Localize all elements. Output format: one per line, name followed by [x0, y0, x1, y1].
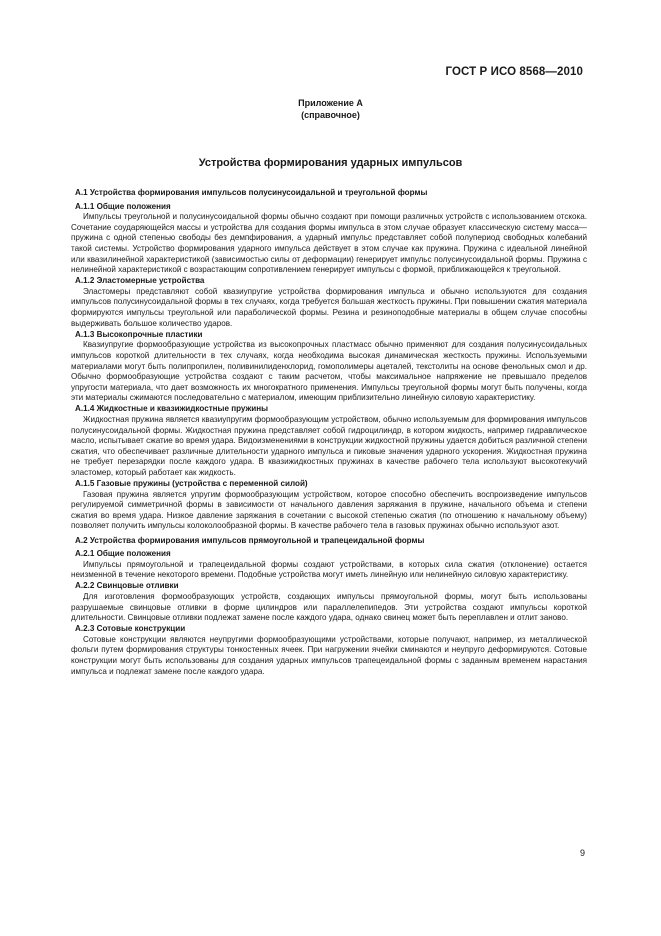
- section-a21-text: Импульсы прямоугольной и трапецеидальной формы создают устройствами, в которых сила сжатия (отклонение) остается неизменной в течение некоторого времени. Подобные устройства могут иметь линейную или нелинейную силовую характеристику.: [71, 559, 587, 580]
- section-a2-heading: А.2 Устройства формирования импульсов прямоугольной и трапецеидальной формы: [75, 535, 425, 545]
- section-a12-text: Эластомеры представляют собой квазиупругие устройства формирования импульса и обычно используются для создания импульсов полусинусоидальной формы в тех случаях, когда требуется большая жесткость пружины. При повышении сжатия материала формируются импульсы треугольной или параболической формы. Резина и резиноподобные материалы в общем случае способны выдерживать большое количество ударов.: [71, 286, 587, 328]
- section-a15-heading: А.1.5 Газовые пружины (устройства с переменной силой): [75, 479, 308, 489]
- section-a1-heading: А.1 Устройства формирования импульсов полусинусоидальной и треугольной формы: [75, 188, 428, 197]
- page-title: Устройства формирования ударных импульсов: [198, 157, 463, 169]
- section-a11-heading: А.1.1 Общие положения: [75, 201, 171, 211]
- section-a21-heading: А.2.1 Общие положения: [75, 549, 171, 559]
- section-a23-text: Сотовые конструкции являются неупругими формообразующими устройствами, которые получают, например, из металлической фольги путем формирования структуры тонкостенных ячеек. При нагружении ячейки сминаются и неупруго деформируются. Сотовые конструкции могут быть использованы для создания ударных импульсов трапецеидальной формы с заданным временем нарастания импульса и подлежат замене после каждого удара.: [71, 634, 587, 676]
- section-a23-heading: А.2.3 Сотовые конструкции: [75, 624, 186, 634]
- document-body: [71, 188, 587, 678]
- page-number: 9: [579, 848, 585, 858]
- section-a15-text: Газовая пружина является упругим формообразующим устройством, которое способно обеспечить воспроизведение импульсов регулируемой симметричной формы в зависимости от начального давления заряжания в пружине, начального объема и степени сжатия во время удара. Низкое давление заряжания в сочетании с высокой степенью сжатия (по отношению к начальному объему) позволяет получить импульсы колоколообразной формы. В качестве рабочего тела в газовых пружинах обычно используют азот.: [71, 489, 587, 531]
- section-a12-heading: А.1.2 Эластомерные устройства: [75, 276, 205, 286]
- section-a13-text: Квазиупругие формообразующие устройства из высокопрочных пластмасс обычно применяют для создания полусинусоидальных импульсов короткой длительности в тех случаях, когда необходима высокая динамическая жесткость пружины. Используемыми материалами могут быть полипропилен, поливинилиденхлорид, гомополимеры ацеталей, текстолиты на основе фенольных смол и др. Обычно формообразующие устройства создают с таким расчетом, чтобы максимальное напряжение не превышало пределов упругости материала, что дает возможность их многократного применения. Импульсы треугольной формы могут быть получены, когда эти материалы сжимаются последовательно с материалом, имеющим приблизительно линейную силовую характеристику.: [71, 340, 587, 403]
- annex-title: Приложение А: [298, 98, 363, 108]
- annex-type: (справочное): [301, 110, 360, 120]
- section-a22-text: Для изготовления формообразующих устройств, создающих импульсы прямоугольной формы, могут быть использованы разрушаемые свинцовые отливки в форме цилиндров или параллелепипедов. Эти устройства создают импульсы короткой длительности. Свинцовые отливки подлежат замене после каждого удара, однако свинец может быть переплавлен и отлит заново.: [71, 591, 587, 623]
- section-a11-text: Импульсы треугольной и полусинусоидальной формы обычно создают при помощи различных устройств с использованием отскока. Сочетание соударяющейся массы и устройства для создания формы импульса в этом случае образует классическую систему масса—пружина с одной степенью свободы без демпфирования, а ударный импульс представляет собой полупериод свободных колебаний такой системы. Устройство формирования ударного импульса действует в этом случае как пружина. Пружина с идеальной линейной или квазилинейной характеристикой (зависимостью силы от деформации) генерирует импульс полусинусоидальной формы. Пружина с нелинейной характеристикой с возрастающим сопротивлением генерирует импульсы с формой, приближающейся к треугольной.: [71, 212, 587, 275]
- section-a22-heading: А.2.2 Свинцовые отливки: [75, 581, 179, 591]
- section-a14-text: Жидкостная пружина является квазиупругим формообразующим устройством, обычно используемым для формирования импульсов полусинусоидальной формы. Жидкостная пружина представляет собой гидроцилиндр, в котором жидкость, например гидравлическое масло, испытывает сжатие во время удара. Видоизменениями в конструкции жидкостной пружины удается добиться различной степени сжатия, что обеспечивает различные длительности ударного импульса и пиковые значения ударного ускорения. Жидкостная пружина не требует перезарядки после каждого удара. В квазижидкостных пружинах в качестве рабочего тела используют высокотекучий эластомер, который работает как жидкость.: [71, 414, 587, 477]
- standard-code: ГОСТ Р ИСО 8568—2010: [445, 66, 583, 78]
- section-a13-heading: А.1.3 Высокопрочные пластики: [75, 329, 203, 339]
- section-a14-heading: А.1.4 Жидкостные и квазижидкостные пружины: [75, 404, 269, 414]
